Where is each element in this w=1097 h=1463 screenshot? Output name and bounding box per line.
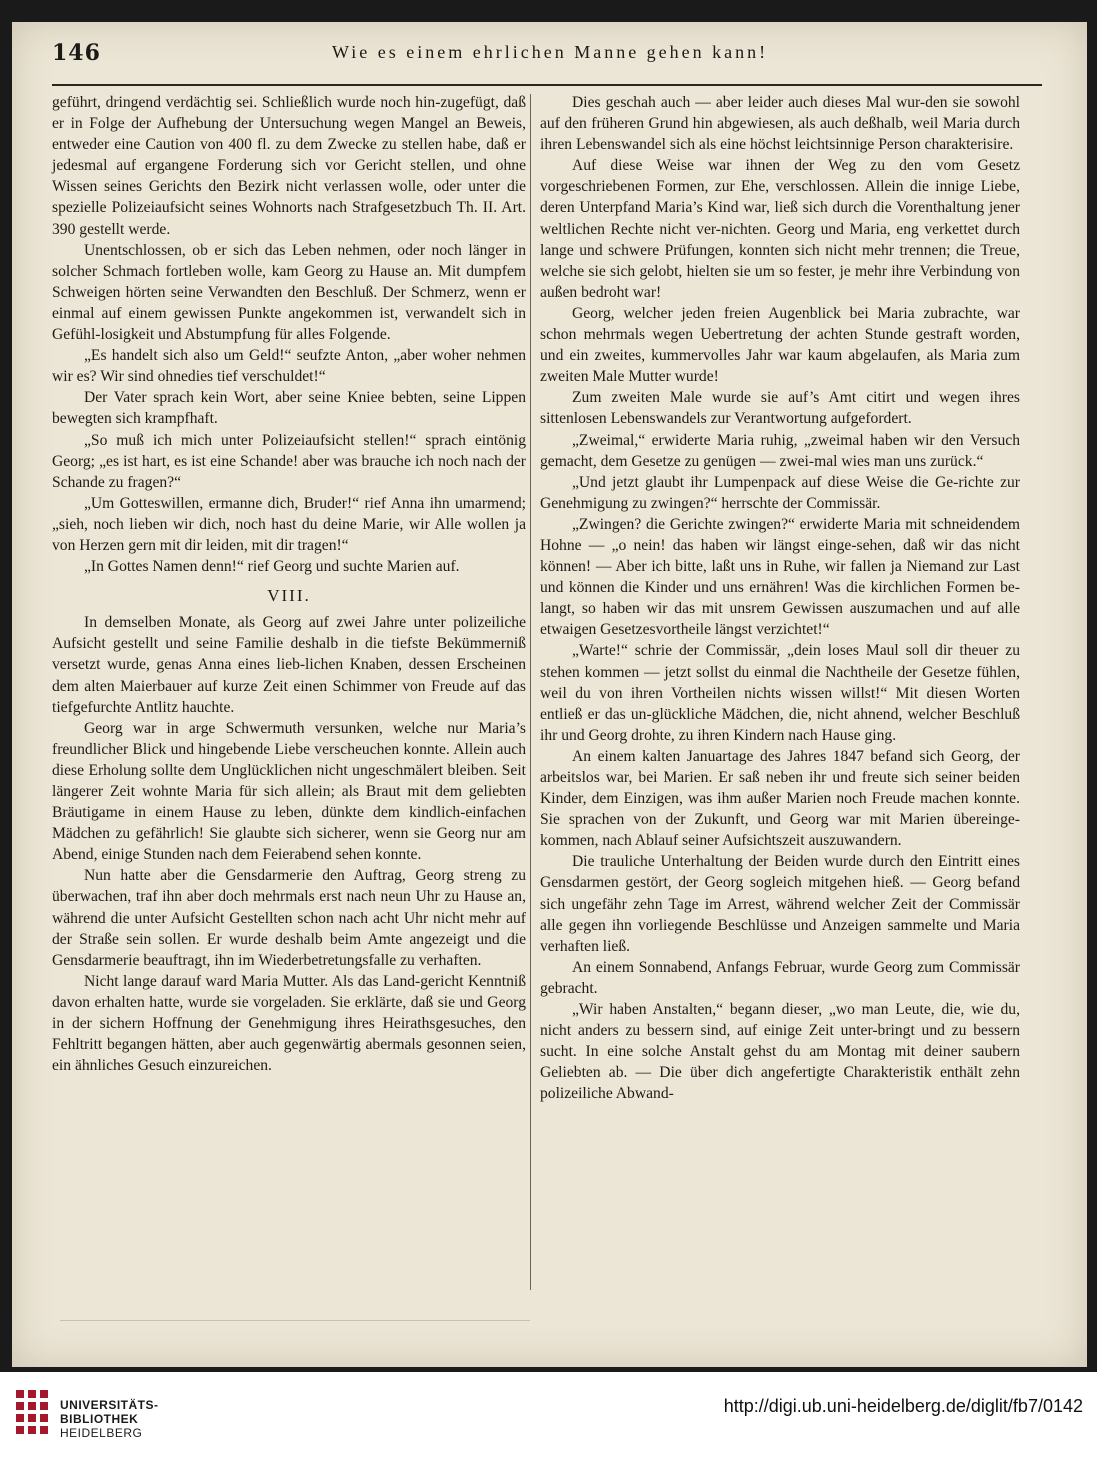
paragraph: In demselben Monate, als Georg auf zwei Jahre unter polizeiliche Aufsicht gestellt und seine Familie deshalb in die tiefste Bekümmerniß versetzt wurde, genas Anna eines lieb-lichen Knaben, dessen Erscheinen dem alten Maierbauer auf kurze Zeit einen Schimmer von Freude auf das tiefgefurchte Antlitz hauchte. [52, 614, 526, 716]
paragraph: Auf diese Weise war ihnen der Weg zu den vom Gesetz vorgeschriebenen Formen, zur Ehe, verschlossen. Allein die innige Liebe, deren Unterpfand Maria’s Kind war, ließ sich durch die Vorenthaltung jener weltlichen Rechte nicht ver-nichten. Georg und Maria, eng verkettet durch lange und schwere Prüfungen, konnten sich nicht mehr trennen; die Treue, welche sie sich gelobt, hielten sie um so fester, je mehr ihre Verbindung von außen bedroht war! [540, 157, 1020, 301]
paragraph: An einem Sonnabend, Anfangs Februar, wurde Georg zum Commissär gebracht. [540, 958, 1020, 997]
header-rule [52, 84, 1042, 86]
bleed-through-rule [60, 1320, 530, 1321]
paragraph: „Und jetzt glaubt ihr Lumpenpack auf diese Weise die Ge-richte zur Genehmigung zu zwingen?“ herrschte der Commissär. [540, 473, 1020, 512]
paragraph: „Es handelt sich also um Geld!“ seufzte Anton, „aber woher nehmen wir es? Wir sind ohnedies tief verschuldet!“ [52, 347, 526, 386]
paragraph: An einem kalten Januartage des Jahres 1847 befand sich Georg, der arbeitslos war, bei Marien. Er saß neben ihr und freute sich seiner beiden Kinder, dem Einzigen, was ihm außer Marien noch Freude machen konnte. Sie sprachen von der Zukunft, und Georg war mit Marien übereinge-kommen, nach Ablauf seiner Aufsichtszeit auszuwandern. [540, 747, 1020, 850]
page-number: 146 [52, 40, 101, 66]
paragraph: „So muß ich mich unter Polizeiaufsicht stellen!“ sprach eintönig Georg; „es ist hart, es ist eine Schande! aber was brauche ich noch nach der Schande zu fragen?“ [52, 431, 526, 491]
library-name-line: BIBLIOTHEK [60, 1412, 139, 1426]
left-column [52, 92, 526, 1076]
paragraph: geführt, dringend verdächtig sei. Schließlich wurde noch hin-zugefügt, daß er in Folge der Aufhebung der Untersuchung wegen Mangel an Beweis, entweder eine Caution von 400 fl. zu dem Zwecke zu stellen habe, daß er jedesmal auf ergangene Forderung sich vor Gericht stellen, und ohne Wissen seines Gerichts den Bezirk nicht verlassen wolle, oder unter die spezielle Polizeiaufsicht seines Wohnorts nach Strafgesetzbuch Th. II. Art. 390 gestellt werde. [52, 94, 526, 238]
heidelberg-library-logo-icon[interactable] [14, 1388, 52, 1446]
paragraph: Nicht lange darauf ward Maria Mutter. Als das Land-gericht Kenntniß davon erhalten hatte, wurde sie vorgeladen. Sie erklärte, daß sie und Georg in der sichern Hoffnung der Genehmigung ihres Heirathsgesuches, den Fehltritt begangen hätten, aber auch gegenwärtig abermals gesonnen seien, ein ähnliches Gesuch einzureichen. [52, 972, 526, 1075]
right-column [540, 92, 1020, 1105]
paragraph: Die trauliche Unterhaltung der Beiden wurde durch den Eintritt eines Gensdarmen gestört, der Georg sogleich mitgehen hieß. — Georg befand sich ungefähr zehn Tage im Arrest, während welcher Zeit der Commissär alle gegen ihn vorliegende Beschlüsse und Anzeigen sammelte und Maria verhaften ließ. [540, 853, 1020, 955]
paragraph: „Wir haben Anstalten,“ begann dieser, „wo man Leute, die, wie du, nicht anders zu bessern sind, auf einige Zeit unter-bringt und zu bessern sucht. In eine solche Anstalt gehst du am Montag mit deiner saubern Geliebten ab. — Die über dich angefertigte Charakteristik enthält zehn polizeiliche Abwand- [540, 1001, 1020, 1103]
paragraph: „Warte!“ schrie der Commissär, „dein loses Maul soll dir theuer zu stehen kommen — jetzt sollst du einmal die Nachtheile der Gesetze fühlen, weil du von ihren Vortheilen nichts wissen willst!“ Mit diesen Worten entließ er das un-glückliche Mädchen, die, nicht ahnend, welcher Beschluß ihr und Georg drohte, zu ihren Kindern nach Hause ging. [540, 642, 1020, 744]
viewer-footer [0, 1372, 1097, 1463]
paragraph: Der Vater sprach kein Wort, aber seine Kniee bebten, seine Lippen bewegten sich krampfhaft. [52, 389, 526, 428]
library-name-line: UNIVERSITÄTS- [60, 1398, 159, 1412]
library-name-line: HEIDELBERG [60, 1426, 143, 1440]
page-header [52, 40, 1042, 70]
paragraph: Nun hatte aber die Gensdarmerie den Auftrag, Georg streng zu überwachen, traf ihn aber doch mehrmals erst nach neun Uhr zu Hause an, während die unter Aufsicht Gestellten schon nach acht Uhr nicht mehr auf der Straße sein sollen. Er wurde deshalb beim Amte angezeigt und die Gensdarmerie beauftragt, ihn im Wiederbetretungsfalle zu verhaften. [52, 867, 526, 969]
section-heading: VIII. [267, 586, 311, 606]
paragraph: Unentschlossen, ob er sich das Leben nehmen, oder noch länger in solcher Schmach fortleben wolle, kam Georg zu Hause an. Mit dumpfem Schweigen hörten seine Verwandten den Beschluß. Der Schmerz, wenn er einmal auf einem gewissen Punkte angekommen ist, verwandelt sich in Gefühl-losigkeit und Abstumpfung für alles Folgende. [52, 241, 526, 344]
paragraph: „In Gottes Namen denn!“ rief Georg und suchte Marien auf. [84, 558, 460, 576]
paragraph: Georg war in arge Schwermuth versunken, welche nur Maria’s freundlicher Blick und hingebende Liebe verscheuchen konnte. Allein auch diese Erholung sollte dem Unglücklichen nicht ungeschmälert bleiben. Seit längerer Zeit wohnte Maria für sich allein; als Braut mit dem geliebten Bräutigame in einem Hause zu leben, dünkte dem kindlich-einfachen Mädchen zu gefährlich! Sie glaubte sich sicherer, wenn sie Georg nur am Abend, einige Stunden nach dem Feierabend sehen konnte. [52, 719, 526, 864]
paragraph: „Zwingen? die Gerichte zwingen?“ erwiderte Maria mit schneidendem Hohne — „o nein! das haben wir längst einge-sehen, daß wir das nicht können! — Aber ich bitte, laßt uns in Ruhe, wir fallen ja Niemand zur Last und können die Kinder und uns ernähren! Was die kirchlichen Formen be-langt, so haben wir das mit unsrem Gewissen auszumachen und auf alle etwaigen Gesetzesvortheile längst verzichtet!“ [540, 515, 1020, 639]
column-divider [530, 94, 531, 1290]
paragraph: Georg, welcher jeden freien Augenblick bei Maria zubrachte, war schon mehrmals wegen Uebertretung der achten Stunde gestraft worden, und ein zweites, kummervolles Jahr war kaum abgelaufen, als Maria zum zweiten Male Mutter wurde! [540, 304, 1020, 386]
paragraph: „Zweimal,“ erwiderte Maria ruhig, „zweimal haben wir den Versuch gemacht, dem Gesetze zu genügen — zwei-mal wies man uns zurück.“ [540, 431, 1020, 470]
paragraph: Dies geschah auch — aber leider auch dieses Mal wur-den sie sowohl auf den früheren Grund hin abgewiesen, als auch deßhalb, weil Maria durch ihren Lebenswandel sich als eine höchst leichtsinnige Person charakterisire. [540, 94, 1020, 154]
permalink-url[interactable]: http://digi.ub.uni-heidelberg.de/diglit/fb7/0142 [723, 1396, 1083, 1416]
paragraph: Zum zweiten Male wurde sie auf’s Amt citirt und wegen ihres sittenlosen Lebenswandels zur Verantwortung aufgefordert. [540, 389, 1020, 428]
library-name [60, 1398, 159, 1440]
running-title: Wie es einem ehrlichen Manne gehen kann! [332, 42, 769, 62]
paragraph: „Um Gotteswillen, ermanne dich, Bruder!“ rief Anna ihn umarmend; „sieh, noch lieben wir dich, noch hast du deine Marie, wir Alle wollen ja von Herzen gern mit dir leiden, mit dir tragen!“ [52, 494, 526, 554]
